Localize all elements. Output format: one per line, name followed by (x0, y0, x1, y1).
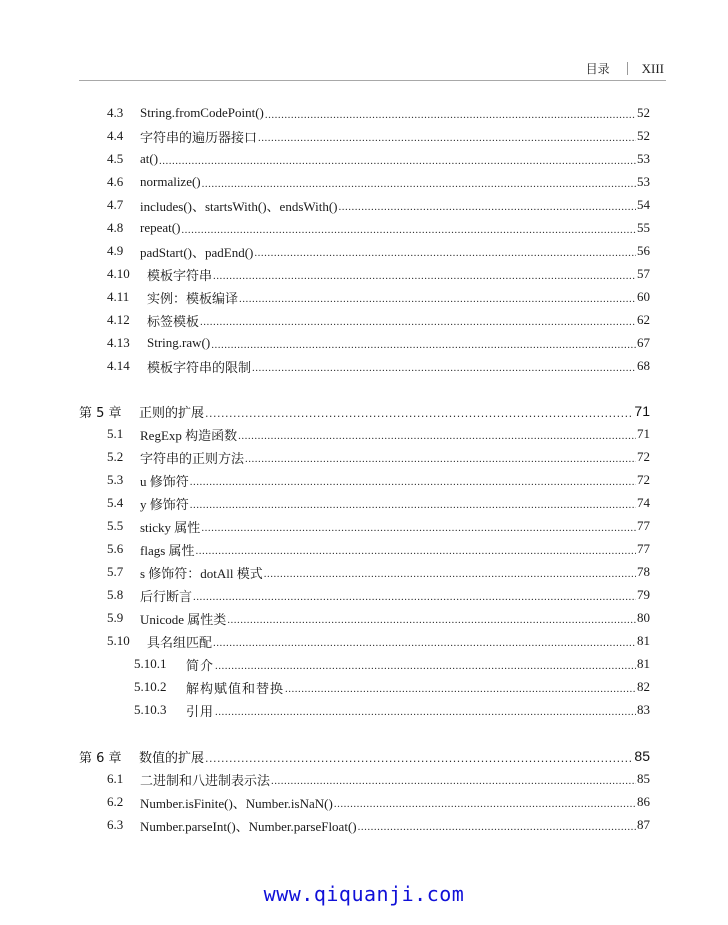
toc-entry-page: 86 (637, 794, 650, 809)
toc-entry-number: 4.7 (107, 197, 124, 212)
toc-dot-leader (358, 821, 636, 833)
toc-entry-title: 引用 (186, 703, 215, 719)
toc-dot-leader (205, 407, 633, 420)
toc-subsection-entry[interactable] (134, 653, 650, 675)
toc-section-entry[interactable] (107, 607, 650, 629)
toc-entry-page: 74 (637, 495, 650, 510)
toc-entry-title: repeat() (140, 220, 181, 235)
toc-entry-title: 二进制和八进制表示法 (140, 772, 271, 788)
toc-entry-number: 5.9 (107, 610, 124, 625)
toc-subsection-entry[interactable] (134, 676, 650, 698)
toc-entry-number: 4.14 (107, 358, 130, 373)
toc-entry-page: 83 (637, 702, 650, 717)
toc-dot-leader (181, 224, 636, 236)
toc-dot-leader (254, 247, 636, 259)
toc-entry-number: 5.6 (107, 541, 124, 556)
toc-entry-title: normalize() (140, 174, 201, 189)
toc-subsection-entry[interactable] (134, 699, 650, 721)
header-page-number: XIII (641, 60, 664, 76)
toc-entry-title: Unicode 属性类 (140, 611, 227, 627)
toc-dot-leader (285, 683, 636, 695)
toc-entry-number: 4.11 (107, 289, 130, 304)
toc-entry-page: 60 (637, 289, 650, 304)
toc-section-entry[interactable] (107, 469, 650, 491)
toc-dot-leader (227, 614, 636, 626)
toc-entry-number: 4.3 (107, 105, 124, 120)
toc-entry-title: 后行断言 (140, 588, 193, 604)
watermark-url: www.qiquanji.com (263, 882, 465, 906)
toc-entry-number: 4.6 (107, 174, 124, 189)
toc-dot-leader (238, 430, 636, 442)
toc-entry-page: 85 (637, 771, 650, 786)
toc-entry-number: 4.9 (107, 243, 124, 258)
toc-section-entry[interactable] (107, 148, 650, 170)
toc-entry-title: 标签模板 (147, 313, 200, 329)
toc-section-entry[interactable] (107, 125, 650, 147)
header-right (586, 60, 664, 77)
toc-entry-number: 5.10.1 (134, 656, 167, 671)
toc-dot-leader (271, 775, 636, 787)
toc-section-entry[interactable] (107, 263, 650, 285)
toc-entry-page: 53 (637, 151, 650, 166)
running-header (79, 58, 666, 81)
toc-entry-page: 67 (637, 335, 650, 350)
toc-entry-title: includes()、startsWith()、endsWith() (140, 198, 338, 214)
toc-section-entry[interactable] (107, 446, 650, 468)
toc-entry-page: 77 (637, 518, 650, 533)
toc-entry-number: 6.1 (107, 771, 124, 786)
toc-entry-page: 72 (637, 449, 650, 464)
toc-entry-title: 字符串的正则方法 (140, 450, 245, 466)
toc-section-entry[interactable] (107, 355, 650, 377)
toc-entry-title: u 修饰符 (140, 473, 189, 489)
toc-entry-title: 模板字符串的限制 (147, 359, 252, 375)
toc-entry-title: RegExp 构造函数 (140, 427, 238, 443)
toc-entry-page: 55 (637, 220, 650, 235)
toc-dot-leader (252, 362, 636, 374)
toc-dot-leader (334, 798, 636, 810)
toc-section-entry[interactable] (107, 102, 650, 124)
toc-entry-title: Number.isFinite()、Number.isNaN() (140, 795, 333, 811)
toc-entry-title: 模板字符串 (147, 267, 213, 283)
toc-entry-number: 第 6 章 (79, 750, 122, 766)
toc-dot-leader (193, 591, 636, 603)
toc-entry-number: 5.5 (107, 518, 124, 533)
toc-section-entry[interactable] (107, 217, 650, 239)
toc-entry-title: String.raw() (147, 335, 211, 350)
toc-entry-number: 5.2 (107, 449, 124, 464)
toc-entry-page: 52 (637, 105, 650, 120)
toc-entry-page: 85 (634, 748, 650, 764)
toc-dot-leader (190, 499, 636, 511)
toc-entry-page: 72 (637, 472, 650, 487)
toc-entry-title: 具名组匹配 (147, 634, 213, 650)
toc-entry-page: 81 (637, 633, 650, 648)
toc-entry-number: 4.12 (107, 312, 130, 327)
toc-dot-leader (190, 476, 636, 488)
toc-dot-leader (264, 568, 636, 580)
toc-entry-number: 5.3 (107, 472, 124, 487)
toc-entry-number: 4.5 (107, 151, 124, 166)
toc-entry-title: s 修饰符：dotAll 模式 (140, 565, 263, 581)
toc-section-entry[interactable] (107, 814, 650, 836)
toc-entry-number: 6.2 (107, 794, 124, 809)
toc-entry-title: padStart()、padEnd() (140, 244, 254, 260)
toc-entry-page: 79 (637, 587, 650, 602)
toc-dot-leader (211, 339, 636, 351)
toc-section-entry[interactable] (107, 538, 650, 560)
toc-entry-title: at() (140, 151, 159, 166)
toc-entry-page: 68 (637, 358, 650, 373)
toc-entry-title: Number.parseInt()、Number.parseFloat() (140, 818, 357, 834)
toc-dot-leader (196, 545, 636, 557)
toc-entry-number: 5.7 (107, 564, 124, 579)
toc-entry-page: 57 (637, 266, 650, 281)
toc-entry-title: 解构赋值和替换 (186, 680, 285, 696)
toc-entry-page: 81 (637, 656, 650, 671)
toc-entry-page: 78 (637, 564, 650, 579)
toc-dot-leader (215, 706, 636, 718)
header-separator (627, 62, 628, 75)
toc-entry-page: 71 (637, 426, 650, 441)
toc-section-entry[interactable] (107, 630, 650, 652)
toc-section-entry[interactable] (107, 791, 650, 813)
toc-entry-page: 77 (637, 541, 650, 556)
toc-entry-title: 正则的扩展 (139, 405, 205, 421)
toc-dot-leader (265, 109, 636, 121)
toc-entry-page: 62 (637, 312, 650, 327)
toc-dot-leader (202, 178, 636, 190)
toc-chapter-entry[interactable] (79, 745, 650, 767)
toc-section-entry[interactable] (107, 584, 650, 606)
toc-section-entry[interactable] (107, 332, 650, 354)
toc-dot-leader (201, 522, 636, 534)
toc-section-entry[interactable] (107, 492, 650, 514)
toc-entry-page: 53 (637, 174, 650, 189)
toc-entry-number: 5.8 (107, 587, 124, 602)
toc-entry-number: 6.3 (107, 817, 124, 832)
toc-entry-page: 56 (637, 243, 650, 258)
toc-dot-leader (159, 155, 636, 167)
toc-entry-page: 82 (637, 679, 650, 694)
toc-entry-number: 5.10.2 (134, 679, 167, 694)
toc-section-entry[interactable] (107, 768, 650, 790)
toc-section-entry[interactable] (107, 286, 650, 308)
toc-entry-title: 简介 (186, 657, 215, 673)
toc-dot-leader (258, 132, 636, 144)
toc-dot-leader (213, 270, 636, 282)
toc-entry-title: String.fromCodePoint() (140, 105, 264, 120)
toc-entry-number: 4.4 (107, 128, 124, 143)
toc-entry-page: 87 (637, 817, 650, 832)
toc-dot-leader (339, 201, 636, 213)
toc-chapter-entry[interactable] (79, 400, 650, 422)
toc-entry-number: 4.8 (107, 220, 124, 235)
toc-entry-number: 第 5 章 (79, 405, 122, 421)
toc-entry-number: 4.13 (107, 335, 130, 350)
toc-dot-leader (245, 453, 636, 465)
toc-entry-title: 实例：模板编译 (147, 290, 239, 306)
toc-entry-number: 4.10 (107, 266, 130, 281)
toc-entry-title: 数值的扩展 (139, 750, 205, 766)
toc-dot-leader (200, 316, 636, 328)
toc-section-entry[interactable] (107, 194, 650, 216)
toc-entry-number: 5.10 (107, 633, 130, 648)
toc-entry-page: 52 (637, 128, 650, 143)
toc-entry-page: 80 (637, 610, 650, 625)
toc-dot-leader (205, 752, 633, 765)
toc-entry-number: 5.4 (107, 495, 124, 510)
header-section-title: 目录 (585, 62, 610, 76)
toc-section-entry[interactable] (107, 240, 650, 262)
toc-entry-title: sticky 属性 (140, 519, 201, 535)
toc-dot-leader (213, 637, 636, 649)
toc-section-entry[interactable] (107, 171, 650, 193)
toc-entry-title: 字符串的遍历器接口 (140, 129, 258, 145)
toc-dot-leader (215, 660, 636, 672)
toc-section-entry[interactable] (107, 515, 650, 537)
toc-section-entry[interactable] (107, 423, 650, 445)
toc-entry-title: flags 属性 (140, 542, 195, 558)
toc-dot-leader (239, 293, 636, 305)
toc-entry-title: y 修饰符 (140, 496, 189, 512)
toc-entry-page: 71 (634, 403, 650, 419)
toc-section-entry[interactable] (107, 561, 650, 583)
toc-entry-number: 5.1 (107, 426, 124, 441)
toc-entry-page: 54 (637, 197, 650, 212)
toc-entry-number: 5.10.3 (134, 702, 167, 717)
toc-section-entry[interactable] (107, 309, 650, 331)
